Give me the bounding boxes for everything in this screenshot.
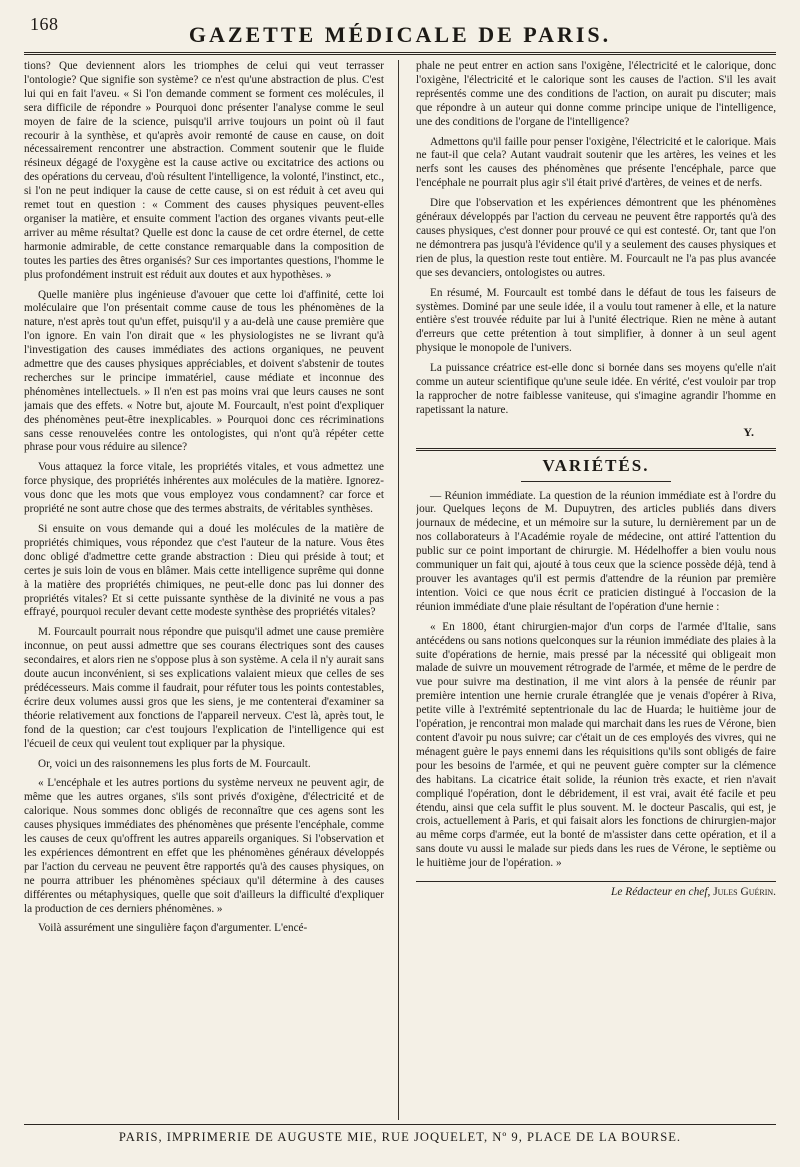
right-paragraph: phale ne peut entrer en action sans l'oxigène, l'électricité et le calorique, donc l'oxigène, l'électricité et le calorique sont les causes de l'action. S'il les avait représentés comme une des conditions de l'action, on aurait pu discuter; mais que répondre à un auteur qui donne comme principe unique de l'intelligence, une des conditions de l'organe de l'intelligence?	[416, 60, 776, 128]
editor-label: Le Rédacteur en chef,	[611, 886, 711, 899]
right-paragraph: En résumé, M. Fourcault est tombé dans le défaut de tous les faiseurs de systèmes. Dominé par une seule idée, il a voulu tout ramener à elle, et la nature entière s'est trouvée réduite par lui à l'unité électrique. Rien ne mène à autant d'erreurs que cette prétention à tout simplifier, à donner à un seul agent physique le monopole de l'univers.	[416, 286, 776, 355]
left-paragraph: « L'encéphale et les autres portions du système nerveux ne peuvent agir, de même que les autres organes, s'ils sont privés d'oxigène, d'électricité et de calorique. Nous sommes donc obligés de reconnaître que ces agens sont les causes physiques immédiates des phénomènes que présente l'encéphale, comme les causes de ceux qu'offrent les autres appareils organiques. Si l'observation et les expériences démontrent en effet que les phénomènes généraux développés par l'action du cerveau ne peuvent être rapportés qu'à des causes physiques, on ne pourra attribuer les phénomènes spéciaux qu'il détermine à des causes différentes ou métaphysiques, quelle que soit d'ailleurs la difficulté d'expliquer la production de ces derniers phénomènes. »	[24, 777, 384, 915]
article-signature: Y.	[743, 424, 754, 439]
printer-imprint: PARIS, IMPRIMERIE DE AUGUSTE MIE, RUE JOQUELET, Nº 9, PLACE DE LA BOURSE.	[24, 1124, 776, 1145]
left-paragraph: Si ensuite on vous demande qui a doué les molécules de la matière de propriétés chimiques, vous répondez que c'est l'auteur de la nature. Vous êtes donc obligé d'admettre cette grande abstraction : Dieu qui préside à tout; et certes je suis loin de vous en blâmer. Mais cette intelligence suprême qui donne à la matière des propriétés chimiques, ne peut-elle donc pas lui donner des propriétés vitales? Et si cette puissante synthèse de la divinité ne vous a pas effrayé, pourquoi reculer devant cette modeste synthèse des propriétés vitales?	[24, 523, 384, 619]
right-paragraph: La puissance créatrice est-elle donc si bornée dans ses moyens qu'elle n'ait comme un auteur scientifique qu'une seule idée. En vérité, c'est vouloir par trop la rapprocher de notre faiblesse vaniteuse, qui s'imagine agrandir l'homme en rapetissant la nature.	[416, 362, 776, 416]
section-divider	[416, 448, 776, 451]
editor-signature	[416, 881, 776, 900]
page-header	[24, 14, 776, 55]
right-paragraph: Admettons qu'il faille pour penser l'oxigène, l'électricité et le calorique. Mais ne faut-il que cela? Autant vaudrait soutenir que les artères, les veines et les nerfs sont les causes des phénomènes que présente l'encéphale, parce que l'encéphale ne pourrait plus agir s'il était privé d'artères, de veines et de nerfs.	[416, 135, 776, 190]
left-paragraph: Vous attaquez la force vitale, les propriétés vitales, et vous admettez une force physique, des propriétés inhérentes aux molécules de la matière. Ignorez-vous donc que les mots que vous employez vous condamnent? car force et propriété ne sont autre chose que des termes abstraits, de véritables synthèses.	[24, 461, 384, 516]
left-paragraph: Quelle manière plus ingénieuse d'avouer que cette loi d'affinité, cette loi moléculaire que l'on présentait comme cause de tous les phénomènes de la nature, n'est après tout qu'un effet, puisqu'il y a au-delà une cause première que l'on ignore. En vain l'on dirait que « les physiologistes ne se livrant qu'à l'investigation des causes immédiates des actions organiques, ne peuvent admettre que des causes physiques appréciables, et doivent s'abstenir de toutes recherches sur le principe immatériel, cause médiate et inconnue des phénomènes intellectuels. » Il n'en est pas moins vrai que leurs causes ne sont jamais que des effets. « Notre but, ajoute M. Fourcault, n'est point d'expliquer des phénomènes peut-être inexplicables. » Pourquoi donc ces récriminations sans cesse renouvelées contre les ontologistes, qui n'ont qu'à répéter cette phrase pour vous réduire au silence?	[24, 288, 384, 454]
journal-title: GAZETTE MÉDICALE DE PARIS.	[188, 22, 612, 47]
left-column	[24, 60, 384, 1120]
page-number: 168	[30, 14, 59, 34]
varietes-paragraph: — Réunion immédiate. La question de la réunion immédiate est à l'ordre du jour. Quelques leçons de M. Dupuytren, des articles publiés dans divers journaux de médecine, et un mémoire sur la suture, lu dernièrement par un de nos collaborateurs à l'Académie royale de médecine, ont attiré l'attention du public sur ce point important de chirurgie. M. Hédelhoffer a bien voulu nous communiquer un fait qui, ajouté à tous ceux que la science possède déjà, tend à prouver les avantages qu'il est permis d'attendre de la réunion par première intention. Voici ce que nous écrit ce praticien distingué à l'occasion de la réunion immédiate d'une plaie résultant de l'opération d'une hernie :	[416, 489, 776, 613]
column-divider	[398, 60, 399, 1120]
left-paragraph: Or, voici un des raisonnemens les plus forts de M. Fourcault.	[38, 757, 311, 770]
article-columns	[24, 60, 776, 1120]
section-title-varietes: VARIÉTÉS.	[542, 455, 650, 475]
varietes-paragraph: « En 1800, étant chirurgien-major d'un corps de l'armée d'Italie, sans antécédens ou sans notions quelconques sur la réunion immédiate des plaies à la suite d'opérations de hernie, mais pressé par la nécessité qui obligeait mon malade de suivre un mouvement rétrograde de l'armée, et même de le perdre de vue pour suivre ma destination, il me vint alors à la pensée de réunir par première intention une hernie crurale étranglée que je venais d'opérer à Riva, petite ville à l'extrémité septentrionale du lac de Huarda; le huitième jour de l'opération, je rencontrai mon malade qui marchait dans les rues de Vérone, bien content d'avoir pu nous suivre; car c'était un de ces employés des vivres, qui ne ménagent guère le pays ennemi dans les réquisitions qu'ils sont obligés de faire pour les besoins de l'armée, et qui ne peuvent guère compter sur la clémence des habitans. La cicatrice était solide, la réunion très exacte, et rien n'avait compliqué l'opération, dont le débridement, il est vrai, avait été facile et peu étendu, ainsi que cela suffit le plus souvent. M. le docteur Pascalis, qui est, je crois, actuellement à Paris, et qui faisait alors les fonctions de chirurgien-major au même corps d'armée, eut la bonté de m'assister dans cette opération, et il a sans doute vu aussi le malade sur pieds dans les rues de Vérone, le septième ou le huitième jour de l'opération. »	[416, 620, 776, 870]
left-paragraph: tions? Que deviennent alors les triomphes de celui qui veut terrasser l'ontologie? Que signifie son système? ce n'est qu'une abstraction de plus. C'est lui qui en fait l'aveu. « Si l'on demande comment se forment ces molécules, il sera difficile de répondre » Pourquoi donc présenter l'analyse comme le seul moyen de faire de la science, puisqu'il arrive toujours un point où il faut recourir à la synthèse, et qu'après avoir remonté de cause en cause, on doit nécessairement rencontrer une abstraction. Comment soutenir que le fluide résineux dégagé de l'oxygène est la cause active ou excitatrice des actions ou des opérations du cerveau, d'où résultent l'intelligence, la volonté, l'instinct, etc., si l'on ne peut indiquer la cause de cette cause, si on est réduit à cet aveu qui remet tout en question : « Comment des causes physiques peuvent-elles organiser la matière, et ensuite comment l'action des organes vivants peut-elle arriver au même résultat? Quelle est donc la cause de cet ordre éternel, de cette harmonie admirable, de cette constance remarquable dans la composition de toutes les parties des êtres organisés? Sur ces importantes questions, l'homme le plus profondément instruit est réduit aux doutes et aux hypothèses. »	[24, 60, 384, 281]
left-paragraph: Voilà assurément une singulière façon d'argumenter. L'encé-	[38, 922, 308, 935]
right-column	[416, 60, 776, 1120]
editor-name: Jules Guérin.	[713, 886, 776, 899]
left-paragraph: M. Fourcault pourrait nous répondre que puisqu'il admet une cause première inconnue, on peut aussi admettre que ses courans électriques sont des causes secondaires, et alors rien ne s'oppose plus à son système. A cela il n'y aurait sans doute aucun inconvénient, si ses explications valaient mieux que celles de ses prédécesseurs. Mais comme il faudrait, pour réfuter tous les points contestables, écrire deux volumes aussi gros que les siens, je me contenterai d'examiner sa théorie relativement aux fonctions de l'appareil nerveux. C'est là, après tout, le fond de la question; car c'est toujours l'explication de l'intelligence qui est l'écueil de ceux qui veulent tout expliquer par la physique.	[24, 626, 384, 750]
section-title-underline	[521, 481, 671, 482]
right-paragraph: Dire que l'observation et les expériences démontrent que les phénomènes généraux développés par l'action du cerveau ne peuvent être rapportés qu'à des causes physiques, c'est donner pour prouvé ce qui est contesté. Or, tant que l'on ne démontrera pas jusqu'à l'évidence qu'il y a seulement des causes physiques et rien de plus, la question reste tout entière. M. Fourcault ne l'a pas plus avancée que ses devanciers, ontologistes ou autres.	[416, 197, 776, 279]
